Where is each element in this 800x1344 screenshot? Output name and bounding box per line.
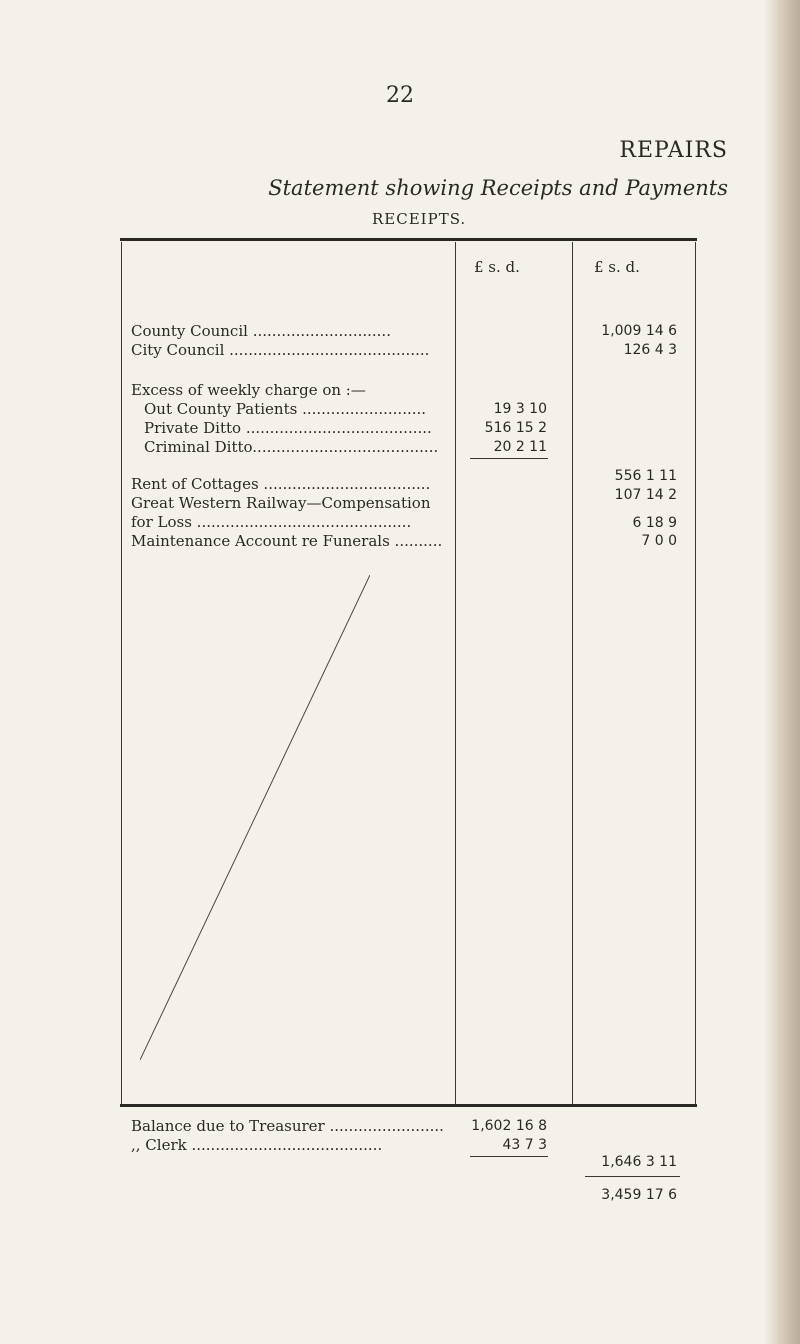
- page-edge-shadow: [764, 0, 800, 1344]
- amount-private: 516 15 2: [484, 420, 547, 436]
- row-label-criminal: Criminal Ditto.......................................: [144, 438, 439, 456]
- amount-rent: 107 14 2: [614, 487, 677, 503]
- subtotal-rule-balance: [470, 1156, 548, 1157]
- total-rule: [585, 1176, 680, 1177]
- amount-out-county: 19 3 10: [493, 401, 547, 417]
- row-label-city-council: City Council ..........................................: [131, 341, 430, 359]
- amount-city-council: 126 4 3: [623, 342, 677, 358]
- amount-county-council: 1,009 14 6: [601, 323, 677, 339]
- subtotal-rule-inner: [470, 458, 548, 459]
- row-label-county-council: County Council .............................: [131, 322, 391, 340]
- page-number: 22: [386, 83, 414, 108]
- row-label-balance-treasurer: Balance due to Treasurer ........................: [131, 1117, 444, 1135]
- column-divider-inner: [455, 242, 456, 1104]
- amount-maintenance: 7 0 0: [641, 533, 677, 549]
- amount-grand-total: 3,459 17 6: [601, 1187, 677, 1203]
- row-label-gwr: Great Western Railway—Compensation: [131, 494, 431, 512]
- amount-criminal: 20 2 11: [493, 439, 547, 455]
- outer-column-header: £ s. d.: [594, 258, 640, 276]
- table-right-border: [695, 242, 696, 1104]
- inner-column-header: £ s. d.: [474, 258, 520, 276]
- amount-excess-total: 556 1 11: [614, 468, 677, 484]
- row-label-out-county: Out County Patients ..........................: [144, 400, 427, 418]
- row-label-rent: Rent of Cottages ...................................: [131, 475, 431, 493]
- cancellation-stroke: [140, 575, 370, 1060]
- amount-gwr: 6 18 9: [632, 515, 677, 531]
- row-label-balance-clerk: ,, Clerk ........................................: [131, 1136, 383, 1154]
- row-label-private: Private Ditto .......................................: [144, 419, 432, 437]
- row-label-maintenance: Maintenance Account re Funerals ..........: [131, 532, 443, 550]
- page-title: REPAIRS: [619, 138, 728, 163]
- table-top-rule: [120, 238, 697, 241]
- amount-balance-treasurer: 1,602 16 8: [471, 1118, 547, 1134]
- page-subtitle: Statement showing Receipts and Payments: [268, 176, 728, 200]
- amount-balance-clerk: 43 7 3: [502, 1137, 547, 1153]
- table-left-border: [121, 242, 122, 1104]
- row-label-gwr-cont: for Loss .............................................: [131, 513, 412, 531]
- section-heading: RECEIPTS.: [372, 210, 467, 228]
- amount-balance-total: 1,646 3 11: [601, 1154, 677, 1170]
- column-divider-outer: [572, 242, 573, 1104]
- row-label-excess-heading: Excess of weekly charge on :—: [131, 381, 366, 399]
- table-bottom-rule: [120, 1104, 697, 1107]
